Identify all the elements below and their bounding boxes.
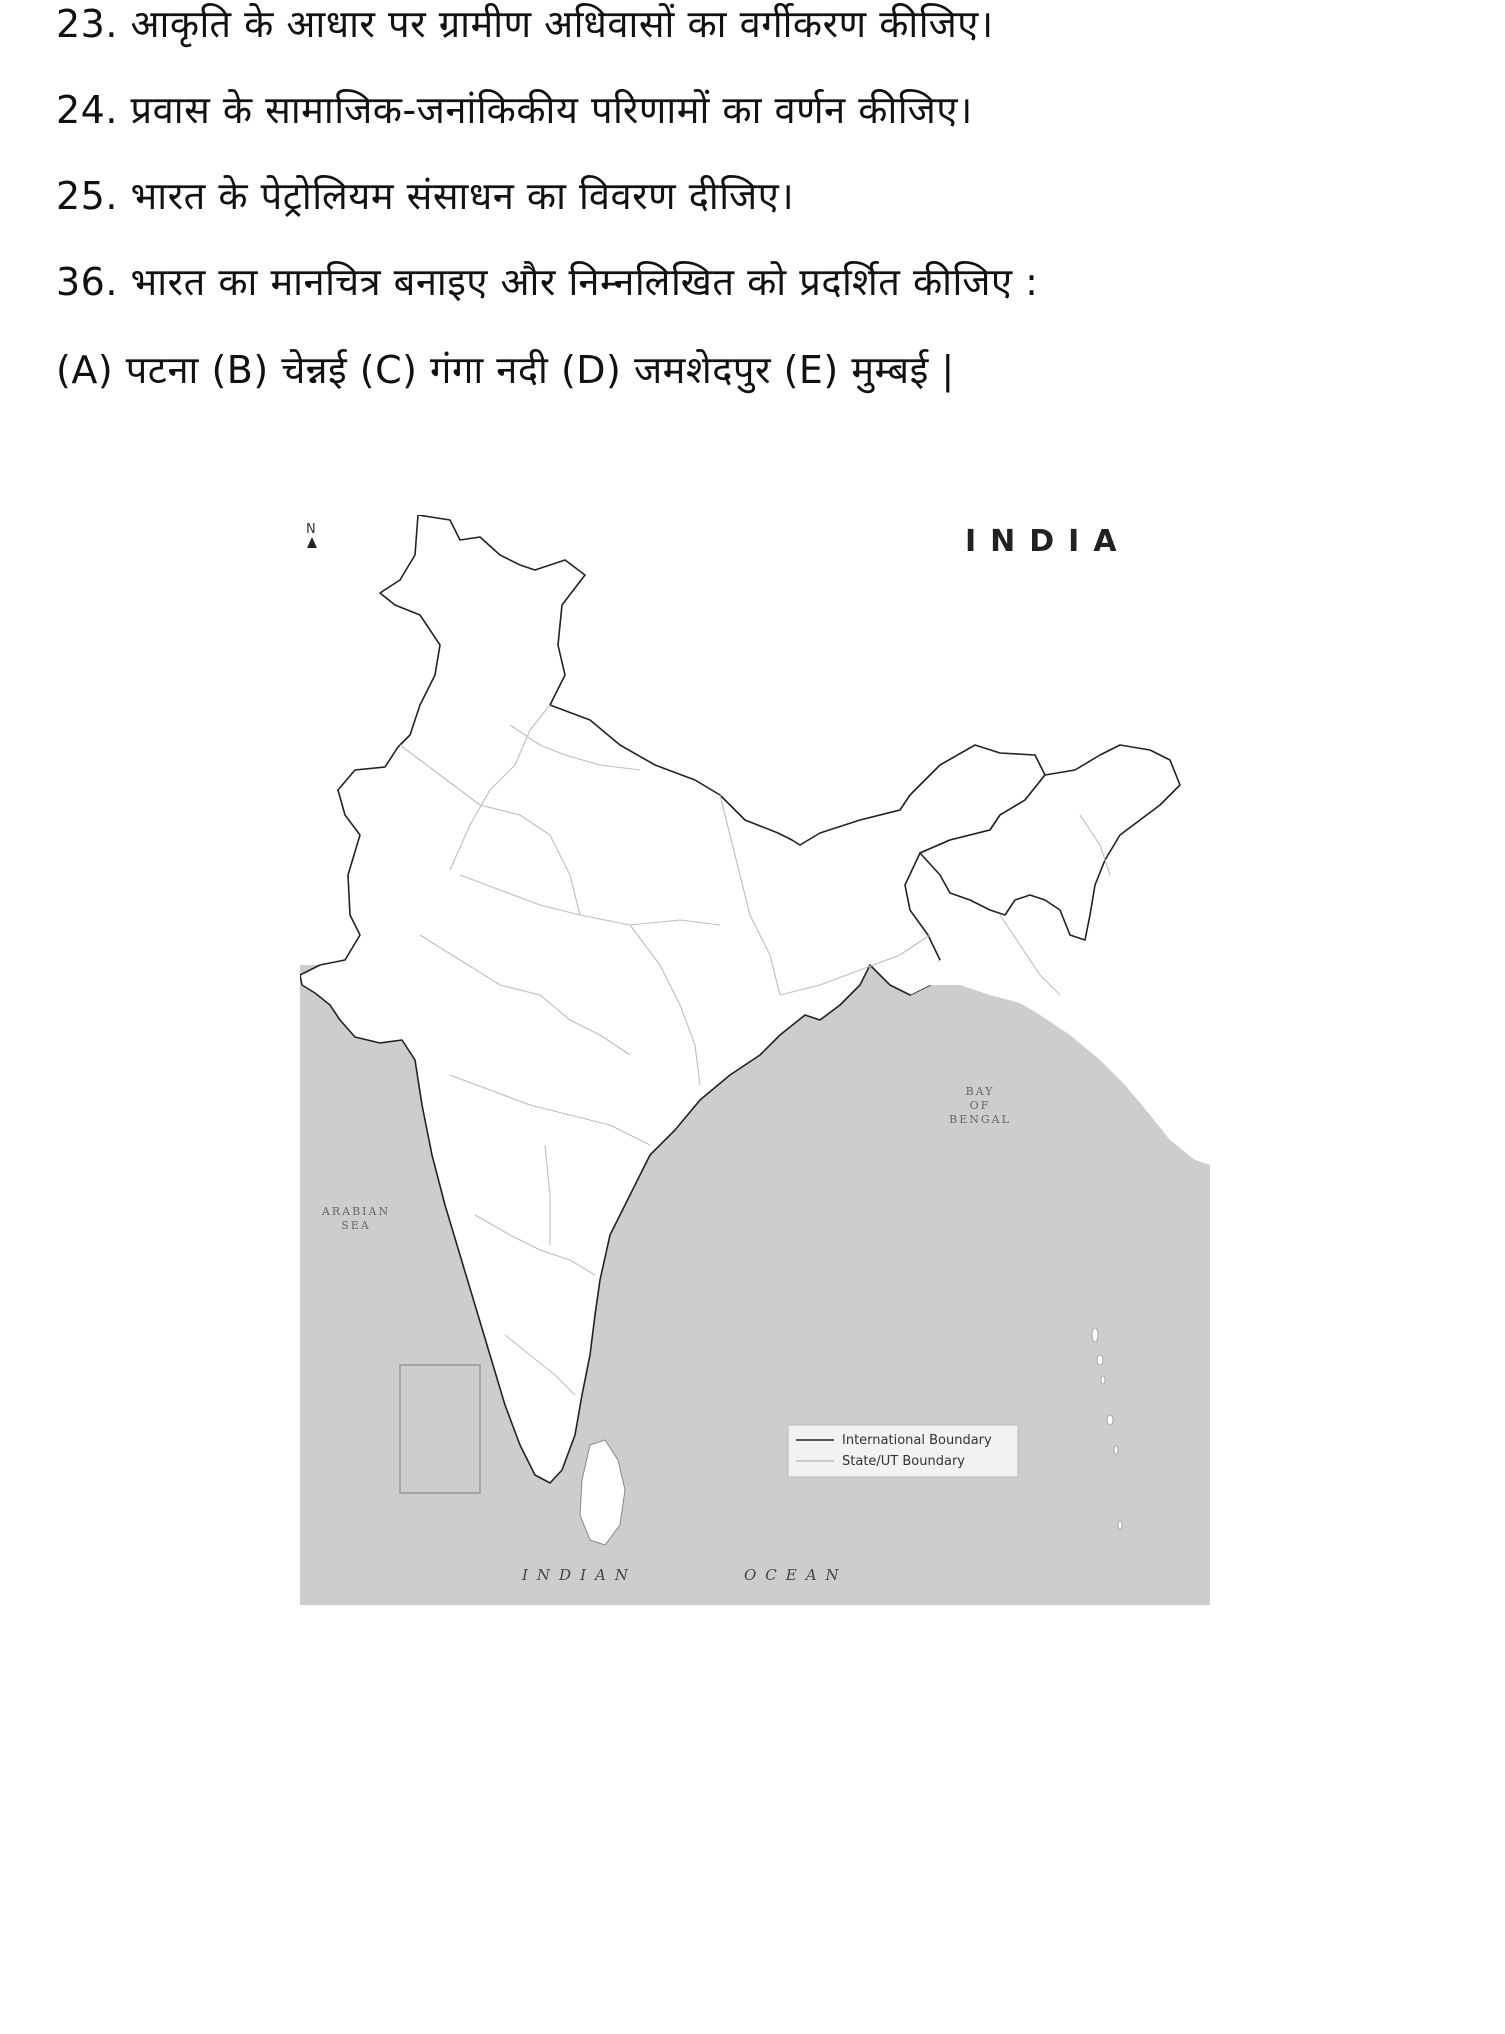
question-36-options: (A) पटना (B) चेन्नई (C) गंगा नदी (D) जमशेदपुर (E) मुम्बई | xyxy=(56,348,955,392)
map-legend xyxy=(788,1425,1018,1477)
legend-international-label: International Boundary xyxy=(842,1433,992,1448)
bay-label-line3: BENGAL xyxy=(949,1113,1011,1126)
bay-label-line1: BAY xyxy=(965,1085,995,1098)
bay-label-line2: OF xyxy=(969,1099,991,1112)
map-title: INDIA xyxy=(965,524,1131,559)
question-25: 25. भारत के पेट्रोलियम संसाधन का विवरण दीजिए। xyxy=(56,174,795,218)
india-outline-map xyxy=(300,515,1210,1605)
north-label: N xyxy=(306,522,316,537)
north-arrow-icon xyxy=(307,537,317,548)
arabian-label-line1: ARABIAN xyxy=(321,1205,391,1218)
question-24: 24. प्रवास के सामाजिक-जनांकिकीय परिणामों का वर्णन कीजिए। xyxy=(56,88,973,132)
question-23: 23. आकृति के आधार पर ग्रामीण अधिवासों का वर्गीकरण कीजिए। xyxy=(56,2,994,46)
ocean-label-ocean: OCEAN xyxy=(744,1566,848,1584)
arabian-label-line2: SEA xyxy=(341,1219,371,1232)
ocean-label-indian: INDIAN xyxy=(522,1566,637,1584)
legend-state-label: State/UT Boundary xyxy=(842,1454,965,1469)
map-svg xyxy=(300,515,1210,1605)
question-36: 36. भारत का मानचित्र बनाइए और निम्नलिखित को प्रदर्शित कीजिए : xyxy=(56,260,1039,304)
